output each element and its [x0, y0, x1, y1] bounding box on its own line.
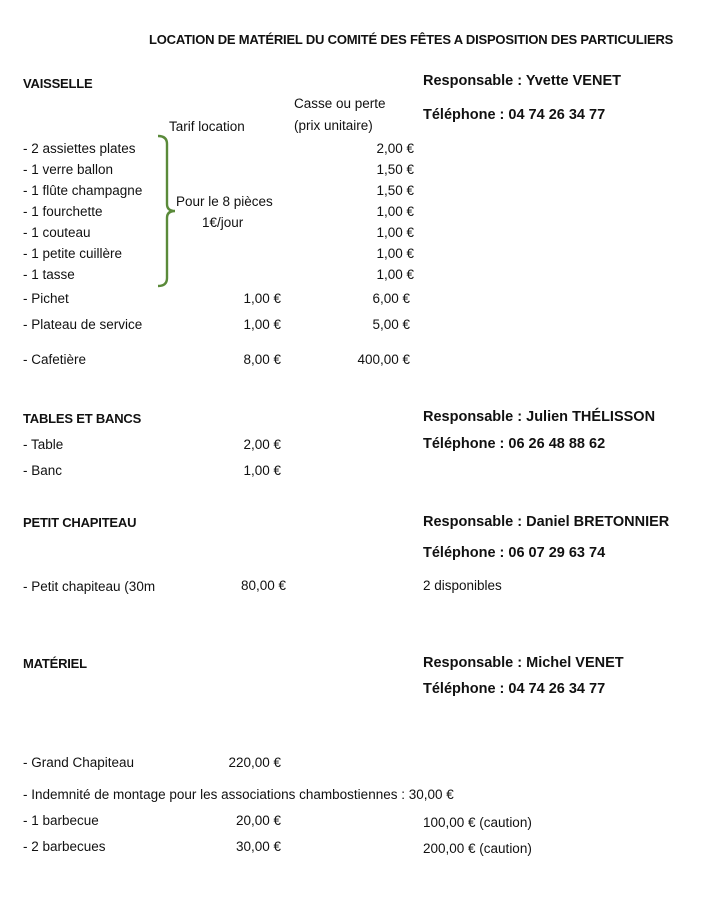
item-tarif-price: 2,00 €	[243, 437, 281, 452]
group-price-line1: Pour le 8 pièces	[176, 194, 273, 209]
item-label: - Cafetière	[23, 352, 87, 367]
item-label: - Table	[23, 437, 64, 452]
section-heading-tables: TABLES ET BANCS	[23, 411, 142, 426]
item-label: - 1 verre ballon	[23, 162, 114, 177]
responsable-chapiteau: Responsable : Daniel BRETONNIER	[423, 514, 670, 530]
item-label: - 1 flûte champagne	[23, 183, 143, 198]
availability-note: 2 disponibles	[423, 578, 502, 593]
column-header-casse-line1: Casse ou perte	[294, 96, 386, 111]
item-casse-price: 5,00 €	[372, 317, 410, 332]
group-brace	[150, 130, 180, 292]
item-label: - 1 fourchette	[23, 204, 103, 219]
item-tarif-price: 20,00 €	[235, 813, 281, 828]
telephone-materiel: Téléphone : 04 74 26 34 77	[423, 681, 606, 697]
item-tarif-price: 220,00 €	[228, 755, 281, 770]
item-caution: 200,00 € (caution)	[423, 841, 532, 856]
item-label: - Pichet	[23, 291, 69, 306]
section-heading-vaisselle: VAISSELLE	[23, 76, 93, 91]
item-label: - Grand Chapiteau	[23, 755, 135, 770]
item-tarif-price: 1,00 €	[243, 463, 281, 478]
page-title: LOCATION DE MATÉRIEL DU COMITÉ DES FÊTES A DISPOSITION DES PARTICULIERS	[149, 32, 674, 47]
item-casse-price: 1,00 €	[376, 204, 414, 219]
item-label: - 2 assiettes plates	[23, 141, 136, 156]
item-tarif-price: 80,00 €	[240, 578, 286, 593]
responsable-materiel: Responsable : Michel VENET	[423, 655, 624, 671]
item-tarif-price: 30,00 €	[235, 839, 281, 854]
item-caution: 100,00 € (caution)	[423, 815, 532, 830]
indemnite-montage: - Indemnité de montage pour les associations chambostiennes : 30,00 €	[23, 787, 454, 802]
group-price-line2: 1€/jour	[202, 215, 244, 230]
section-heading-materiel: MATÉRIEL	[23, 656, 87, 671]
item-label: - 1 tasse	[23, 267, 75, 282]
item-casse-price: 400,00 €	[357, 352, 410, 367]
item-label: - 1 barbecue	[23, 813, 99, 828]
responsable-vaisselle: Responsable : Yvette VENET	[423, 73, 621, 89]
item-tarif-price: 1,00 €	[243, 317, 281, 332]
item-casse-price: 1,00 €	[376, 225, 414, 240]
item-label: - Plateau de service	[23, 317, 143, 332]
item-label: - 2 barbecues	[23, 839, 106, 854]
item-tarif-price: 8,00 €	[243, 352, 281, 367]
item-casse-price: 6,00 €	[372, 291, 410, 306]
telephone-chapiteau: Téléphone : 06 07 29 63 74	[423, 545, 606, 561]
item-tarif-price: 1,00 €	[243, 291, 281, 306]
item-casse-price: 1,00 €	[376, 246, 414, 261]
item-label: - Petit chapiteau (30m	[23, 579, 156, 594]
item-label: - 1 couteau	[23, 225, 91, 240]
item-casse-price: 1,00 €	[376, 267, 414, 282]
item-casse-price: 1,50 €	[376, 162, 414, 177]
telephone-vaisselle: Téléphone : 04 74 26 34 77	[423, 107, 606, 123]
responsable-tables: Responsable : Julien THÉLISSON	[423, 409, 656, 425]
section-heading-petit-chapiteau: PETIT CHAPITEAU	[23, 515, 137, 530]
item-casse-price: 1,50 €	[376, 183, 414, 198]
telephone-tables: Téléphone : 06 26 48 88 62	[423, 436, 606, 452]
item-casse-price: 2,00 €	[376, 141, 414, 156]
column-header-tarif: Tarif location	[169, 119, 245, 134]
column-header-casse-line2: (prix unitaire)	[294, 118, 373, 133]
item-label: - 1 petite cuillère	[23, 246, 123, 261]
item-label: - Banc	[23, 463, 63, 478]
